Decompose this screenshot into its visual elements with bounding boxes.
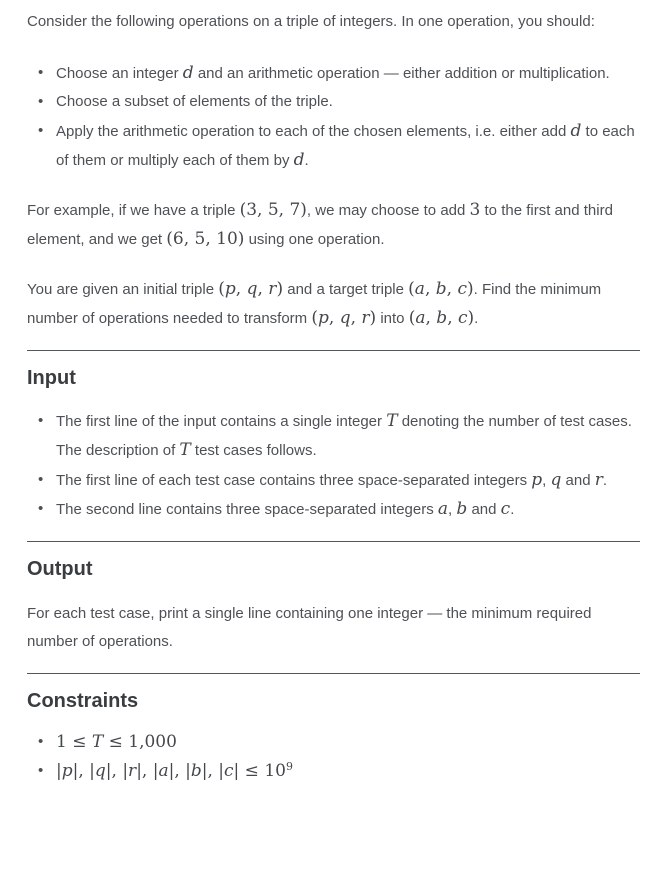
section-divider <box>27 541 640 542</box>
math-variable: d <box>293 150 305 170</box>
math-literal: , <box>425 308 437 328</box>
math-variable: b <box>435 278 447 299</box>
math-variable: q <box>339 308 351 328</box>
operation-step-1 <box>38 59 640 89</box>
text-run: into <box>376 310 409 327</box>
constraints-list <box>27 728 640 787</box>
text-run: For each test case, print a single line containing one integer — the minimum required number of operations. <box>27 604 592 650</box>
math-variable: c <box>458 308 468 328</box>
math-variable: c <box>457 278 467 299</box>
math-literal: (3, 5, 7) <box>239 199 307 220</box>
text-run: to the first and third element, and we get <box>27 201 613 248</box>
text-run: and a target triple <box>283 280 409 298</box>
math-variable: T <box>91 731 104 752</box>
math-literal: 3 <box>469 199 481 220</box>
constraint-item-1 <box>38 728 640 758</box>
math-variable: T <box>386 410 398 431</box>
text-run: denoting the number of test cases. The description of <box>56 412 632 459</box>
math-literal: |, | <box>72 761 95 781</box>
math-variable: d <box>570 120 582 141</box>
text-run: Choose an integer <box>56 64 183 82</box>
math-literal: |, | <box>136 761 159 781</box>
operation-step-2 <box>38 88 640 117</box>
text-run: to each of them or multiply each of them by <box>56 122 635 169</box>
text-run: The first line of each test case contains three space-separated integers <box>56 471 532 489</box>
text-run: , <box>448 501 457 518</box>
text-run: and an arithmetic operation — either addition or multiplication. <box>193 64 610 82</box>
section-divider <box>27 673 640 674</box>
math-literal: , <box>350 308 362 328</box>
math-literal: ( <box>408 308 416 328</box>
math-literal: | ≤ 10 <box>233 761 286 781</box>
math-variable: p <box>224 278 236 299</box>
math-variable: q <box>246 278 258 299</box>
input-item-3 <box>38 495 640 525</box>
section-divider <box>27 350 640 351</box>
text-run: , we may choose to add <box>306 201 470 219</box>
math-variable: a <box>437 499 449 519</box>
constraints-heading: Constraints <box>27 689 139 712</box>
math-literal: (6, 5, 10) <box>166 229 245 249</box>
text-run: . <box>474 310 479 327</box>
text-run: . <box>304 152 309 169</box>
constraint-item-2 <box>38 757 640 787</box>
text-run: and <box>467 501 501 518</box>
task-paragraph <box>27 275 640 334</box>
math-literal: ( <box>311 308 318 328</box>
text-run: Apply the arithmetic operation to each of the chosen elements, i.e. either add <box>56 122 571 140</box>
math-variable: T <box>179 440 191 460</box>
math-variable: r <box>361 308 370 328</box>
math-literal: ) <box>466 278 474 299</box>
text-run: Choose a subset of elements of the triple. <box>56 93 333 110</box>
text-run: , <box>542 471 551 489</box>
math-literal: ( <box>218 278 225 299</box>
math-literal: ) <box>276 278 284 299</box>
math-variable: c <box>500 499 511 519</box>
math-literal: | <box>56 761 62 781</box>
math-variable: a <box>415 308 426 328</box>
text-run: The second line contains three space-separated integers <box>56 501 438 518</box>
text-run: For example, if we have a triple <box>27 201 240 219</box>
intro-paragraph <box>27 8 640 37</box>
text-run: test cases follows. <box>190 442 317 459</box>
math-variable: a <box>158 761 169 781</box>
math-literal: ) <box>467 308 475 328</box>
output-paragraph <box>27 600 640 657</box>
math-variable: r <box>594 469 603 490</box>
math-literal: |, | <box>168 761 191 781</box>
text-run: . <box>602 471 608 489</box>
math-superscript: 9 <box>285 760 293 773</box>
input-list <box>27 407 640 525</box>
text-run: and <box>561 471 595 489</box>
text-run: You are given an initial triple <box>27 280 219 298</box>
text-run: . Find the minimum number of operations needed to transform <box>27 280 602 327</box>
input-item-2 <box>38 466 640 496</box>
operation-step-3 <box>38 117 640 176</box>
output-heading: Output <box>27 557 93 580</box>
input-heading: Input <box>27 366 76 389</box>
math-variable: q <box>94 761 106 781</box>
text-run: using one operation. <box>244 231 385 248</box>
math-literal: 1 ≤ <box>56 731 92 752</box>
math-literal: , <box>257 278 269 299</box>
math-variable: b <box>190 761 202 781</box>
math-variable: p <box>61 761 73 781</box>
math-variable: b <box>436 308 448 328</box>
math-literal: , <box>446 278 458 299</box>
text-run: The first line of the input contains a single integer <box>56 412 387 430</box>
math-literal: ≤ 1,000 <box>103 731 177 752</box>
math-literal: , <box>328 308 340 328</box>
math-variable: d <box>182 62 194 83</box>
math-variable: p <box>317 308 329 328</box>
text-run: . <box>510 501 515 518</box>
math-literal: , <box>424 278 436 299</box>
math-literal: ) <box>369 308 377 328</box>
example-paragraph <box>27 196 640 255</box>
math-variable: r <box>268 278 277 299</box>
math-variable: r <box>128 761 137 781</box>
math-variable: q <box>550 469 562 490</box>
math-literal: |, | <box>201 761 225 781</box>
math-literal: |, | <box>105 761 129 781</box>
math-literal: , <box>447 308 458 328</box>
math-variable: p <box>531 469 543 490</box>
operations-list <box>27 59 640 176</box>
text-run: Consider the following operations on a triple of integers. In one operation, you should: <box>27 13 595 30</box>
math-literal: ( <box>408 278 415 299</box>
math-literal: , <box>235 278 247 299</box>
math-variable: a <box>414 278 425 299</box>
input-item-1 <box>38 407 640 466</box>
math-variable: b <box>456 499 468 519</box>
math-variable: c <box>224 761 234 781</box>
